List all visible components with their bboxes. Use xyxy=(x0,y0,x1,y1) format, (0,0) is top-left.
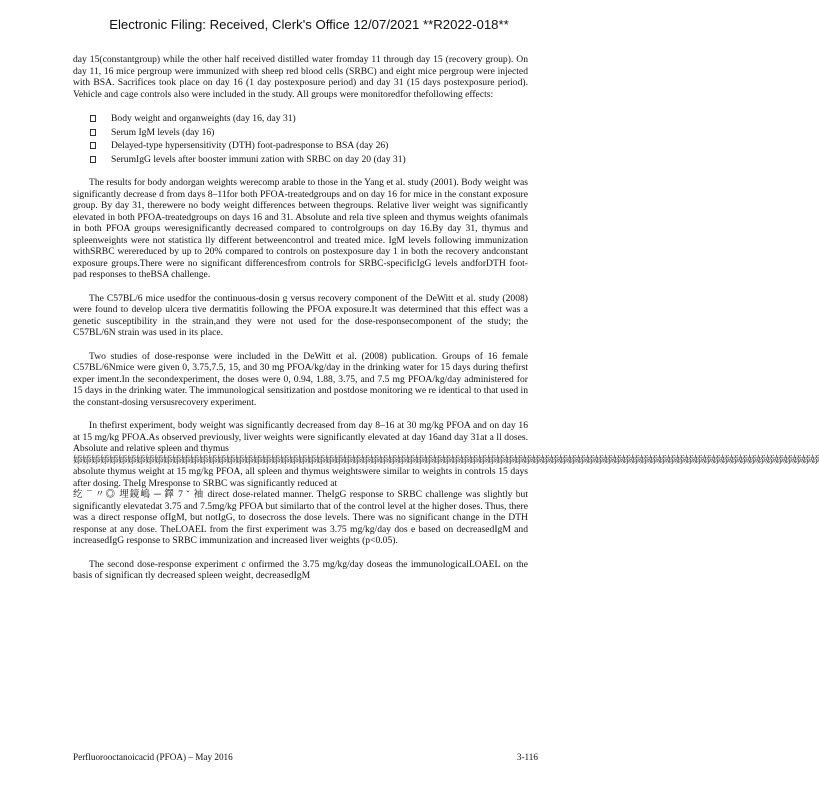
list-item: SerumIgG levels after booster immuni zation with SRBC on day 20 (day 31) xyxy=(73,153,528,167)
list-item: Serum IgM levels (day 16) xyxy=(73,126,528,140)
first-experiment-text: In thefirst experiment, body weight was significantly decreased from day 8–16 at 30 mg/kg PFOA and on day 16 at 15 mg/kg PFOA.As observed previously, liver weights were significantly elevated at day 16and day 31at a ll doses. Absolute and relative spleen and thymus xyxy=(73,420,528,455)
paragraph-dose-response: Two studies of dose-response were included in the DeWitt et al. (2008) publication. Groups of 16 female C57BL/6Nmice were given 0, 3.75,7.5, 15, and 30 mg PFOA/kg/day in the drinking water for 15 days during thefirst exper iment.In the secondexperiment, the doses were 0, 0.94, 1.88, 3.75, and 7.5 mg PFOA/kg/day administered for 15 days in the drinking water. The immunological sensitization and postdose monitoring we re identical to that used in the constant-dosing versusrecovery experiment. xyxy=(73,350,528,408)
paragraph-intro: day 15(constantgroup) while the other half received distilled water fromday 11 through day 15 (recovery group). On day 11, 16 mice pergroup were immunized with sheep red blood cells (SRBC) and eight mice pergroup were injected with BSA. Sacrifices took place on day 16 (1 day postexposure period) and day 31 (15 days postexposure period). Vehicle and cage controls also were included in the study. All groups were monitoredfor thefollowing effects: xyxy=(73,54,528,100)
paragraph-first-experiment xyxy=(73,420,819,547)
first-experiment-text-2: absolute thymus weight at 15 mg/kg PFOA, all spleen and thymus weightswere similar to weights in controls 15 days after dosing. TheIg Mresponse to SRBC was significantly reduced at xyxy=(73,466,528,489)
document-body xyxy=(73,54,819,594)
first-experiment-text-3: TheIgG response to SRBC challenge was slightly but significantly elevatedat 3.75 and 7.5mg/kg PFOA but similarto that of the control level at the higher doses. Thus, there was a direct response ofIgM, but notIgG, to dosecross the dose levels. There was no significant change in the DTH response at any dose. TheLOAEL from the first experiment was 3.75 mg/kg/day dos e based on decreasedIgM and increasedIgG response to SRBC immunization and increased liver weights (p<0.05). xyxy=(73,489,528,547)
checkbox-bullet-icon xyxy=(90,142,96,149)
checkbox-bullet-icon xyxy=(90,156,96,163)
list-item: Body weight and organweights (day 16, day 31) xyxy=(73,112,528,126)
list-item: Delayed-type hypersensitivity (DTH) foot-padresponse to BSA (day 26) xyxy=(73,139,528,153)
effects-list xyxy=(73,112,528,166)
checkbox-bullet-icon xyxy=(90,129,96,136)
footer-page-number: 3-116 xyxy=(516,752,538,762)
garbled-fragment: 纥 ¯ 〃◎ 埋鏡嶋 ─ 鐸 7 ˇ 袖 direct dose-related manner. xyxy=(73,489,314,501)
paragraph-second-experiment: The second dose-response experiment c onfirmed the 3.75 mg/kg/day doseas the immunologicalLOAEL on the basis of significan tly decreased spleen weight, decreasedIgM xyxy=(73,558,528,582)
checkbox-bullet-icon xyxy=(90,115,96,122)
garbled-line: 婖婖婖婖婖婖婖婖婖婖婖婖婖婖婖婖婖婖婖婖婖婖婖婖婖婖婖婖婖婖婖婖婖婖婖婖婖婖婖婖婖婖婖婖婖婖婖婖婖婖婖婖婖婖婖婖婖婖婖婖婖婖婖婖婖婖婖婖婖婖婖婖婖婖婖婖婖婖婖婖婖婖婖 xyxy=(73,454,819,466)
paragraph-results: The results for body andorgan weights werecomp arable to those in the Yang et al. study (2001). Body weight was significantly decrease d from days 8–11for both PFOA-treatedgroups and on day 16 for mice in the constant exposure group. By day 31, therewere no body weight differences between thegroups. Relative liver weight was significantly elevated in both PFOA-treatedgroups on days 16 and 31. Absolute and rela tive spleen and thymus weights ofanimals in both PFOA groups weresignificantly decreased compared to controlgroups on day 16.By day 31, thymus and spleenweights were not statistica lly different betweencontrol and treated mice. IgM levels following immunization withSRBC werereduced by up to 20% compared to controls on postexposure day 1 in both the recovery andconstant exposure groups.There were no significant differencesfrom controls for SRBC-specificIgG levels andforDTH foot-pad responses to theBSA challenge. xyxy=(73,177,528,281)
footer-document-title: Perfluorooctanoicacid (PFOA) – May 2016 xyxy=(73,752,233,762)
filing-header: Electronic Filing: Received, Clerk's Office 12/07/2021 **R2022-018** xyxy=(109,17,509,32)
paragraph-c57bl6: The C57BL/6 mice usedfor the continuous-dosin g versus recovery component of the DeWitt et al. study (2008) were found to develop ulcera tive dermatitis following the PFOA exposure.It was determined that this effect was a genetic susceptibility in the strain,and they were not used for the dose-responsecomponent of the study; the C57BL/6N strain was used in its place. xyxy=(73,292,528,339)
